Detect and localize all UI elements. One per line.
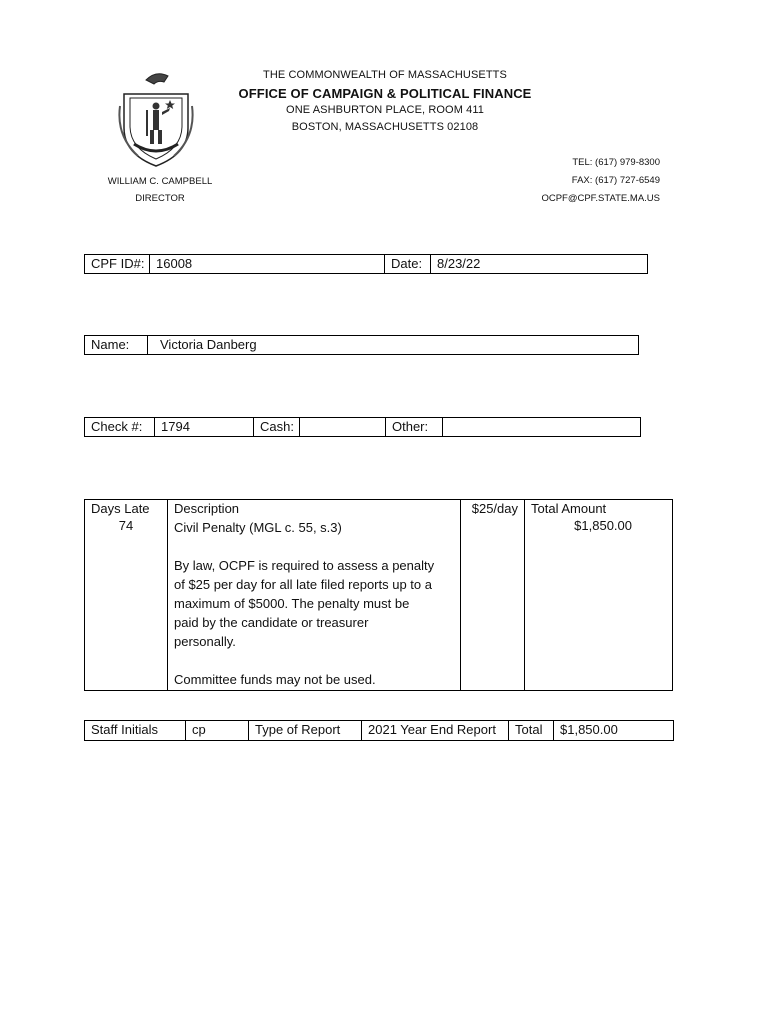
cash-label: Cash: bbox=[254, 418, 300, 436]
description-header: Description bbox=[168, 500, 461, 518]
report-type-label: Type of Report bbox=[249, 721, 362, 740]
penalty-body-line: paid by the candidate or treasurer bbox=[174, 615, 369, 630]
massachusetts-seal bbox=[116, 66, 196, 170]
other-value bbox=[443, 418, 640, 436]
penalty-body-line: of $25 per day for all late filed reports up to a bbox=[174, 577, 432, 592]
office-name: OFFICE OF CAMPAIGN & POLITICAL FINANCE bbox=[238, 86, 532, 101]
director-name: WILLIAM C. CAMPBELL bbox=[107, 176, 213, 187]
penalty-note: Committee funds may not be used. bbox=[174, 672, 376, 687]
address-line-2: BOSTON, MASSACHUSETTS 02108 bbox=[291, 121, 479, 133]
penalty-title: Civil Penalty (MGL c. 55, s.3) bbox=[174, 520, 342, 535]
staff-initials-label: Staff Initials bbox=[85, 721, 186, 740]
total-value: $1,850.00 bbox=[560, 722, 618, 737]
cash-value bbox=[300, 418, 386, 436]
rate-header: $25/day bbox=[461, 500, 525, 518]
telephone: TEL: (617) 979-8300 bbox=[572, 157, 660, 168]
penalty-table bbox=[84, 499, 673, 691]
name-value: Victoria Danberg bbox=[160, 337, 257, 352]
days-late-value: 74 bbox=[85, 517, 168, 691]
address-line-1: ONE ASHBURTON PLACE, ROOM 411 bbox=[286, 104, 484, 116]
cpf-date-row bbox=[84, 254, 648, 274]
payment-row bbox=[84, 417, 641, 437]
staff-initials-value: cp bbox=[186, 721, 249, 740]
date-value: 8/23/22 bbox=[437, 256, 481, 271]
penalty-detail-row bbox=[85, 517, 673, 691]
director-title: DIRECTOR bbox=[135, 193, 185, 204]
total-amount-header: Total Amount bbox=[525, 500, 673, 518]
cpf-id-label: CPF ID#: bbox=[85, 255, 150, 273]
days-late-header: Days Late bbox=[85, 500, 168, 518]
other-label: Other: bbox=[386, 418, 443, 436]
penalty-header-row bbox=[85, 500, 673, 518]
summary-row bbox=[84, 720, 674, 741]
report-type-value: 2021 Year End Report bbox=[362, 721, 509, 740]
penalty-body-line: By law, OCPF is required to assess a penalty bbox=[174, 558, 435, 573]
check-label: Check #: bbox=[85, 418, 155, 436]
total-label: Total bbox=[509, 721, 554, 740]
name-row bbox=[84, 335, 639, 355]
penalty-body-line: maximum of $5000. The penalty must be bbox=[174, 596, 410, 611]
commonwealth-heading: THE COMMONWEALTH OF MASSACHUSETTS bbox=[263, 69, 507, 81]
penalty-body-line: personally. bbox=[174, 634, 236, 649]
fax: FAX: (617) 727-6549 bbox=[571, 175, 660, 186]
penalty-description bbox=[168, 517, 461, 691]
check-value: 1794 bbox=[155, 418, 254, 436]
cpf-id-value: 16008 bbox=[150, 255, 385, 273]
email: OCPF@CPF.STATE.MA.US bbox=[541, 193, 660, 204]
date-label: Date: bbox=[385, 255, 431, 273]
total-amount-value: $1,850.00 bbox=[525, 517, 673, 691]
rate-value bbox=[461, 517, 525, 691]
name-label: Name: bbox=[85, 336, 148, 354]
